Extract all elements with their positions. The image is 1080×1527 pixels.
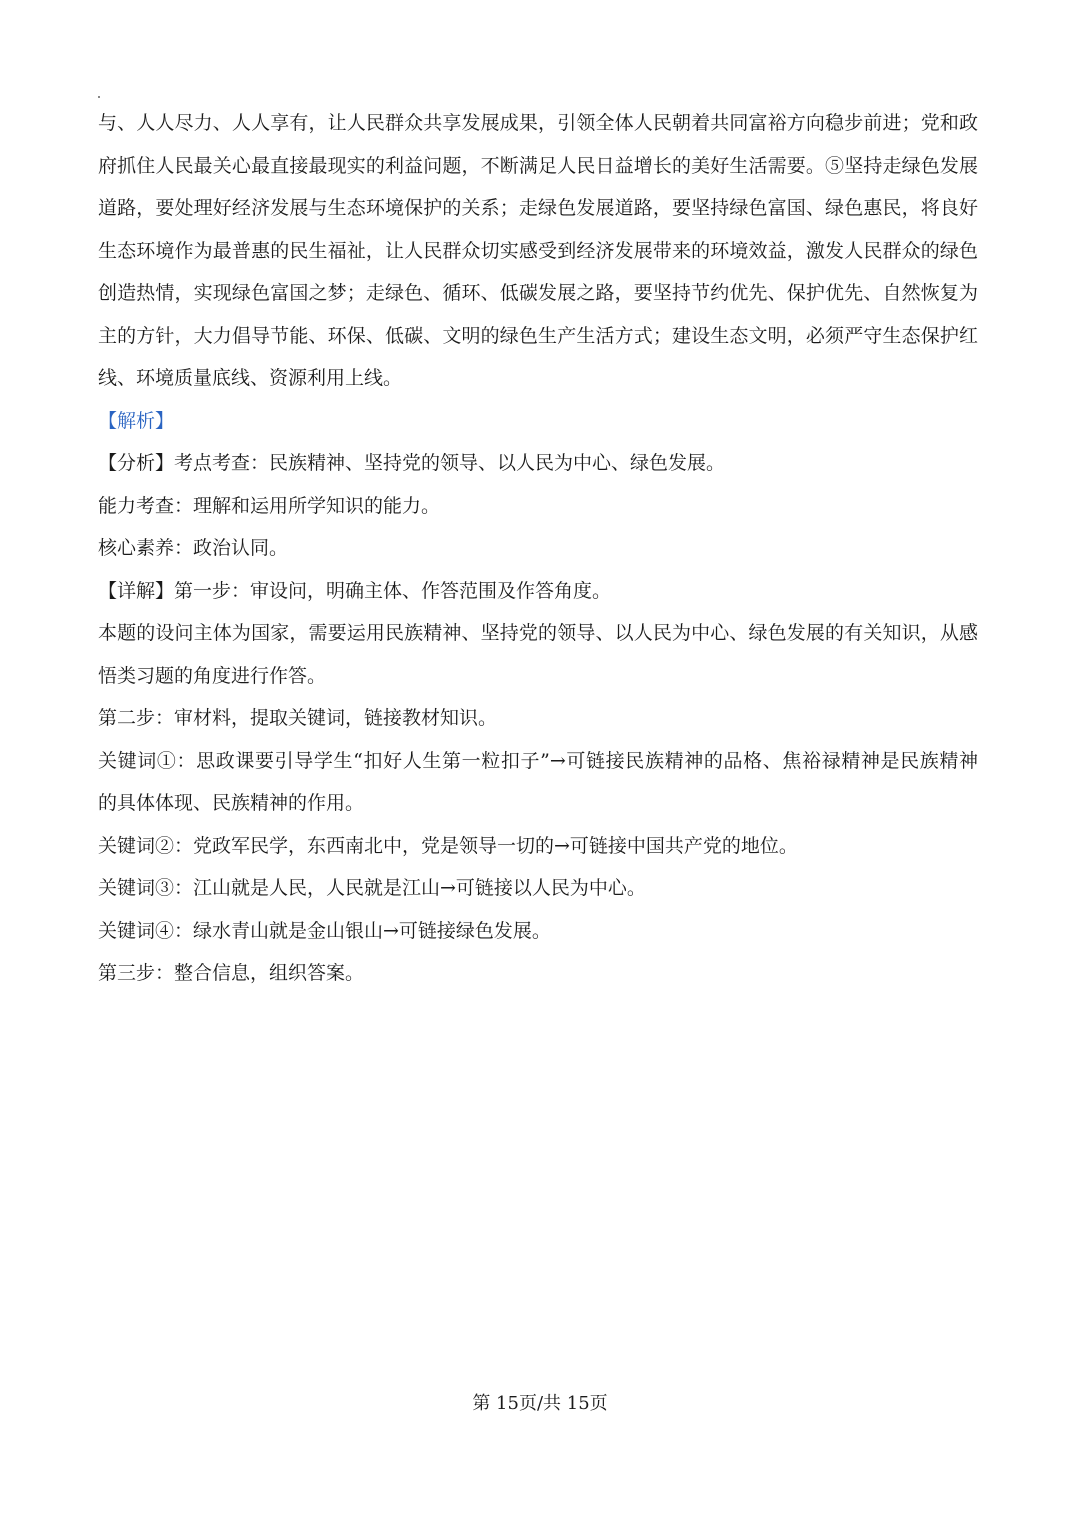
analysis-line: 核心素养：政治认同。 bbox=[98, 537, 289, 559]
paragraph-line: 与、人人尽力、人人享有，让人民群众共享发展成果，引领全体人民朝着共同富裕方向稳步前进；党和政 bbox=[98, 112, 978, 134]
analysis-line: 能力考查：理解和运用所学知识的能力。 bbox=[98, 494, 441, 517]
paragraph-line: 道路，要处理好经济发展与生态环境保护的关系；走绿色发展道路，要坚持绿色富国、绿色惠民，将良好 bbox=[98, 197, 978, 219]
paragraph-line: 线、环境质量底线、资源利用上线。 bbox=[98, 367, 403, 389]
analysis-line: 第二步：审材料，提取关键词，链接教材知识。 bbox=[98, 707, 498, 729]
analysis-line: 关键词①：思政课要引导学生“扣好人生第一粒扣子”→可链接民族精神的品格、焦裕禄精神是民族精神 bbox=[98, 749, 978, 772]
paragraph-line: 主的方针，大力倡导节能、环保、低碳、文明的绿色生产生活方式；建设生态文明，必须严守生态保护红 bbox=[98, 324, 978, 347]
analysis-line: 关键词④：绿水青山就是金山银山→可链接绿色发展。 bbox=[98, 919, 551, 942]
analysis-line: 悟类习题的角度进行作答。 bbox=[98, 664, 327, 687]
analysis-line: 第三步：整合信息，组织答案。 bbox=[98, 962, 365, 984]
paragraph-line: 生态环境作为最普惠的民生福祉，让人民群众切实感受到经济发展带来的环境效益，激发人民群众的绿色 bbox=[98, 239, 978, 262]
analysis-line: 【分析】考点考查：民族精神、坚持党的领导、以人民为中心、绿色发展。 bbox=[98, 452, 726, 474]
page-number-footer: 第 15页/共 15页 bbox=[472, 1393, 608, 1414]
analysis-line: 【详解】第一步：审设问，明确主体、作答范围及作答角度。 bbox=[98, 579, 612, 602]
analysis-heading: 【解析】 bbox=[98, 409, 175, 432]
analysis-line: 本题的设问主体为国家，需要运用民族精神、坚持党的领导、以人民为中心、绿色发展的有关知识，从感 bbox=[98, 622, 978, 644]
document-body bbox=[98, 102, 978, 995]
analysis-line: 关键词②：党政军民学，东西南北中，党是领导一切的→可链接中国共产党的地位。 bbox=[98, 834, 798, 857]
page-corner-mark bbox=[98, 96, 100, 98]
analysis-line: 的具体体现、民族精神的作用。 bbox=[98, 792, 365, 814]
paragraph-line: 创造热情，实现绿色富国之梦；走绿色、循环、低碳发展之路，要坚持节约优先、保护优先、自然恢复为 bbox=[98, 282, 978, 304]
analysis-line: 关键词③：江山就是人民，人民就是江山→可链接以人民为中心。 bbox=[98, 877, 646, 899]
paragraph-line: 府抓住人民最关心最直接最现实的利益问题，不断满足人民日益增长的美好生活需要。⑤坚持走绿色发展 bbox=[98, 154, 978, 177]
